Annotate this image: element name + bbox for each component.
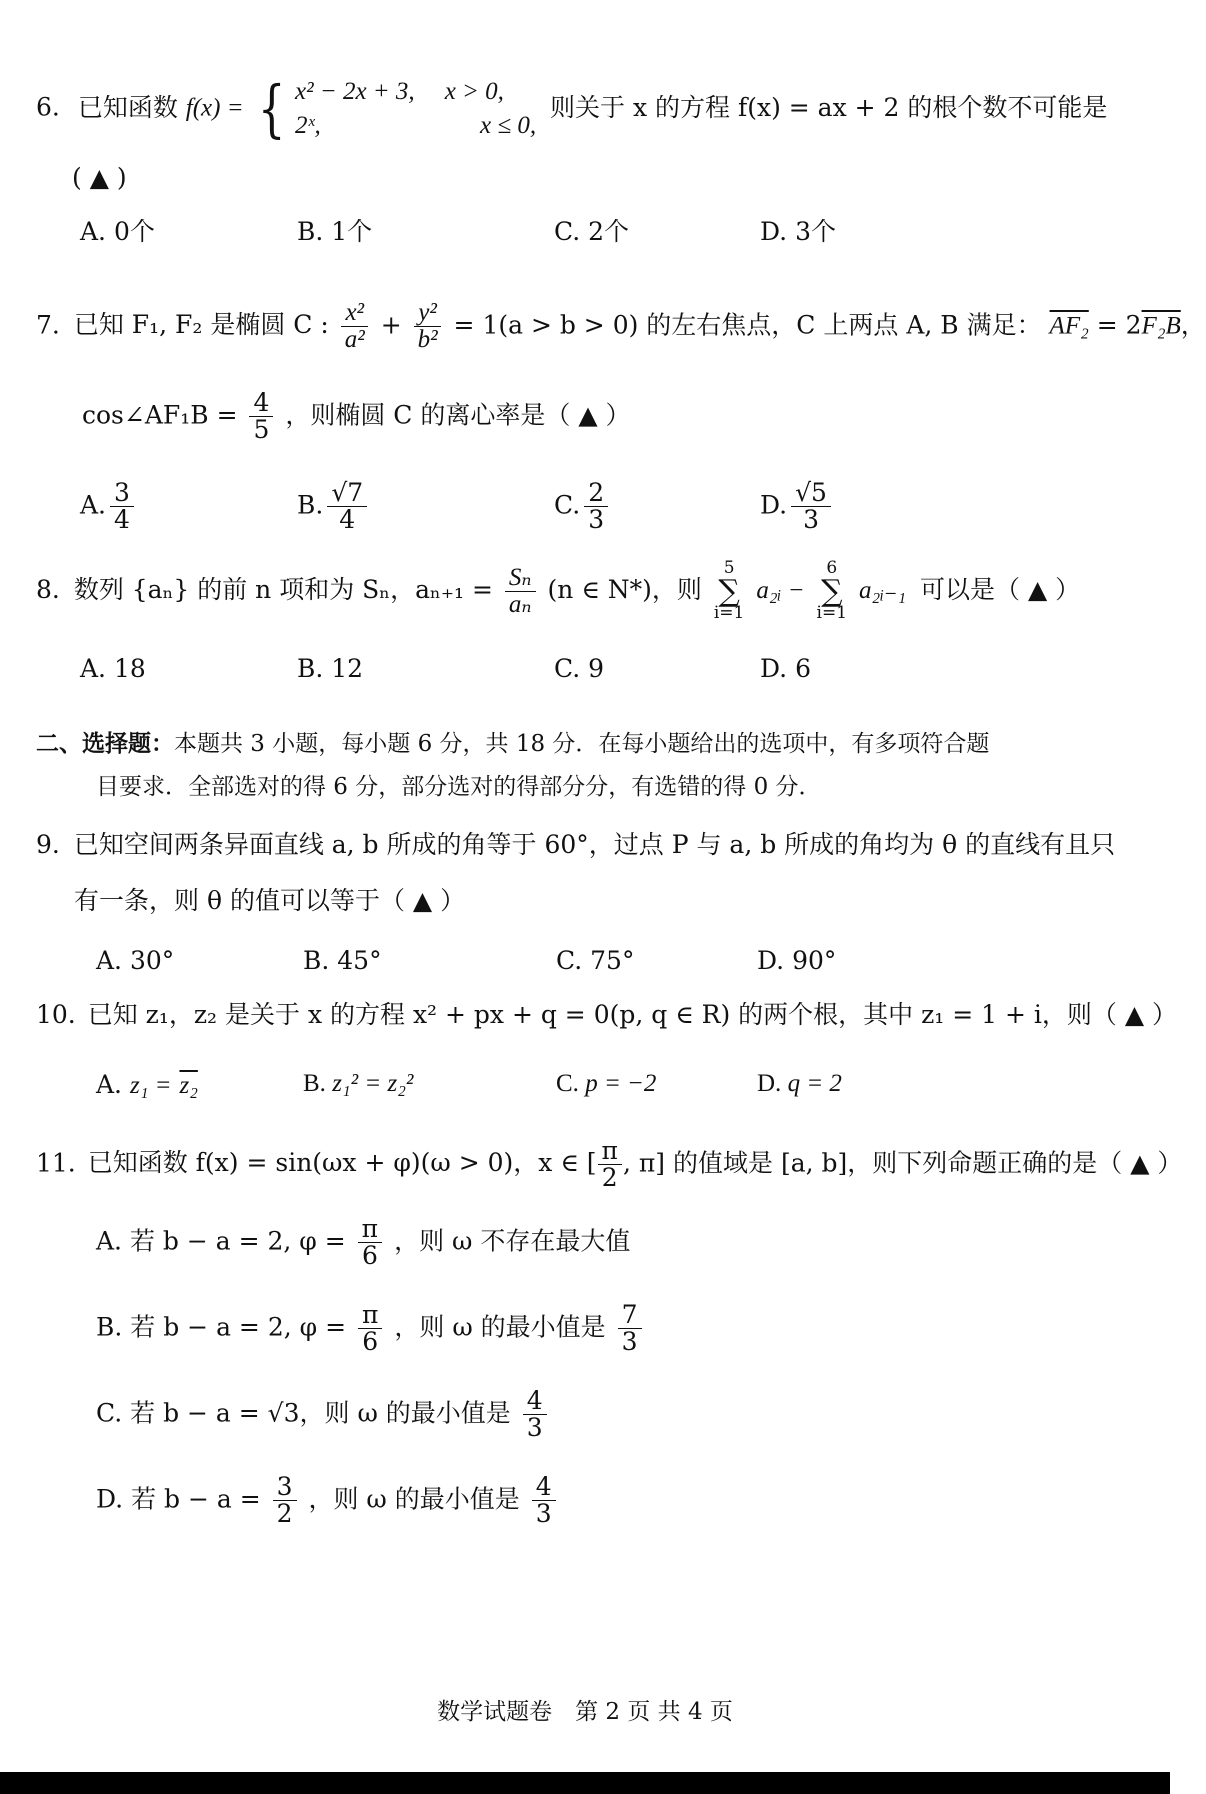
question-text: , π] 的值域是 [a, b]，则下列命题正确的是（ ▲ ） [622, 1148, 1183, 1178]
vector: F₂B [1141, 312, 1181, 340]
question-text: ，则椭圆 C 的离心率是（ ▲ ） [285, 400, 631, 430]
question-number: 6. [36, 92, 60, 122]
question-8 [36, 560, 1080, 623]
option-c: C. 9 [554, 654, 605, 683]
option-b: B. 若 b − a = 2, φ = $\frac{\pi}{6}$ ，则 ω 的最小值是 $\frac{7}{3}$ [96, 1302, 646, 1356]
fraction: $\frac{\pi}{2}$ [598, 1138, 622, 1192]
option-b: B. 45° [303, 946, 382, 975]
question-number: 7. [36, 310, 60, 340]
option-d: D. 若 b − a = $\frac{3}{2}$ ，则 ω 的最小值是 $\frac{4}{3}$ [96, 1474, 560, 1528]
section-title: 二、选择题： [36, 731, 174, 757]
question-text: (n ∈ N*)，则 [547, 574, 702, 604]
fraction: $\frac{\text{y²}}{\text{b²}}$ [414, 300, 442, 354]
option-a: A. 0个 [80, 217, 155, 246]
cases [295, 75, 536, 143]
option-c: C. 若 b − a = √3，则 ω 的最小值是 $\frac{4}{3}$ [96, 1388, 551, 1442]
comma: ， [1180, 310, 1206, 340]
option-b: B. 12 [297, 654, 364, 683]
question-number: 8. [36, 574, 60, 604]
option-d: D. q = 2 [757, 1070, 842, 1097]
function-name: f(x) = [185, 94, 244, 122]
option-b: B. z₁² = z₂² [303, 1070, 414, 1097]
summation-symbol: 6 ∑ i=1 [816, 558, 848, 623]
question-10 [36, 1000, 1177, 1030]
option-b: B. $\frac{√7}{4}$ [297, 480, 371, 534]
option-d: D. 90° [757, 946, 837, 975]
question-text: = 1(a > b > 0) 的左右焦点，C 上两点 A, B 满足： [453, 310, 1042, 340]
page-footer: 数学试题卷 第 2 页 共 4 页 [437, 1699, 733, 1725]
option-c: C. p = −2 [556, 1070, 657, 1097]
option-b: B. 1个 [297, 217, 373, 246]
question-number: 9. [36, 830, 60, 859]
summation-term: a₂ᵢ₋₁ [859, 576, 907, 604]
fraction: $\frac{\text{x²}}{\text{a²}}$ [341, 300, 369, 354]
fraction: $\frac{\text{Sₙ}}{\text{aₙ}}$ [505, 565, 536, 619]
scan-border [0, 1772, 1170, 1794]
case-expression: x² − 2x + 3, [295, 78, 415, 106]
section-header [36, 728, 989, 759]
question-text: 已知 F₁, F₂ 是椭圆 C : [73, 310, 329, 340]
option-a: A. 若 b − a = 2, φ = $\frac{\pi}{6}$ ，则 ω 不存在最大值 [96, 1214, 631, 1271]
option-c: C. 2个 [554, 217, 630, 246]
vector: AF₂ [1049, 312, 1089, 340]
question-text: 已知函数 f(x) = sin(ωx + φ)(ω > 0)，x ∈ [ [87, 1148, 597, 1178]
option-c: C. 75° [556, 946, 635, 975]
question-text: 已知 z₁，z₂ 是关于 x 的方程 x² + px + q = 0(p, q ∈ R) 的两个根，其中 z₁ = 1 + i，则（ ▲ ） [87, 1000, 1178, 1029]
case-condition: x > 0, [444, 78, 504, 106]
option-a: A. z₁ = z₂ [96, 1070, 198, 1099]
piecewise-function [252, 72, 537, 146]
answer-bracket: ( ▲ ) [72, 163, 127, 192]
option-d: D. 6 [760, 654, 811, 683]
question-text: 数列 {aₙ} 的前 n 项和为 Sₙ，aₙ₊₁ = [73, 574, 493, 604]
summation-symbol: 5 ∑ i=1 [713, 558, 745, 623]
fraction: $\frac{4}{5}$ [249, 390, 273, 444]
equals-text: = 2 [1096, 310, 1142, 340]
question-text: 已知空间两条异面直线 a, b 所成的角等于 60°，过点 P 与 a, b 所成的角均为 θ 的直线有且只 [73, 830, 1116, 859]
option-a: A. $\frac{3}{4}$ [80, 480, 138, 534]
question-9-line-2: 有一条，则 θ 的值可以等于（ ▲ ） [74, 886, 466, 915]
brace-symbol: { [257, 72, 286, 145]
option-a: A. 18 [80, 654, 146, 683]
case-row [295, 75, 536, 109]
case-condition: x ≤ 0, [480, 112, 537, 140]
question-number: 10. [36, 1000, 76, 1029]
case-row [295, 109, 536, 143]
case-expression: 2ˣ, [295, 112, 321, 140]
question-6 [36, 72, 1107, 146]
question-7-line-2 [82, 390, 631, 444]
option-d: D. 3个 [760, 217, 836, 246]
question-text: cos∠AF₁B = [82, 400, 238, 430]
question-9 [36, 830, 1115, 860]
option-a: A. 30° [96, 946, 175, 975]
question-text: 可以是（ ▲ ） [920, 574, 1081, 604]
plus-sign: + [380, 310, 402, 340]
option-d: D. $\frac{√5}{3}$ [760, 480, 835, 534]
section-instructions: 本题共 3 小题，每小题 6 分，共 18 分．在每小题给出的选项中，有多项符合题 [174, 731, 990, 757]
question-11 [36, 1138, 1182, 1192]
question-text: 已知函数 [77, 92, 178, 122]
section-instructions-line-2: 目要求．全部选对的得 6 分，部分选对的得部分分，有选错的得 0 分． [96, 774, 822, 800]
question-7 [36, 300, 1206, 354]
option-c: C. $\frac{2}{3}$ [554, 480, 612, 534]
summation-term: a₂ᵢ − [756, 576, 805, 604]
question-number: 11. [36, 1148, 76, 1178]
question-text: 则关于 x 的方程 f(x) = ax + 2 的根个数不可能是 [550, 92, 1108, 122]
